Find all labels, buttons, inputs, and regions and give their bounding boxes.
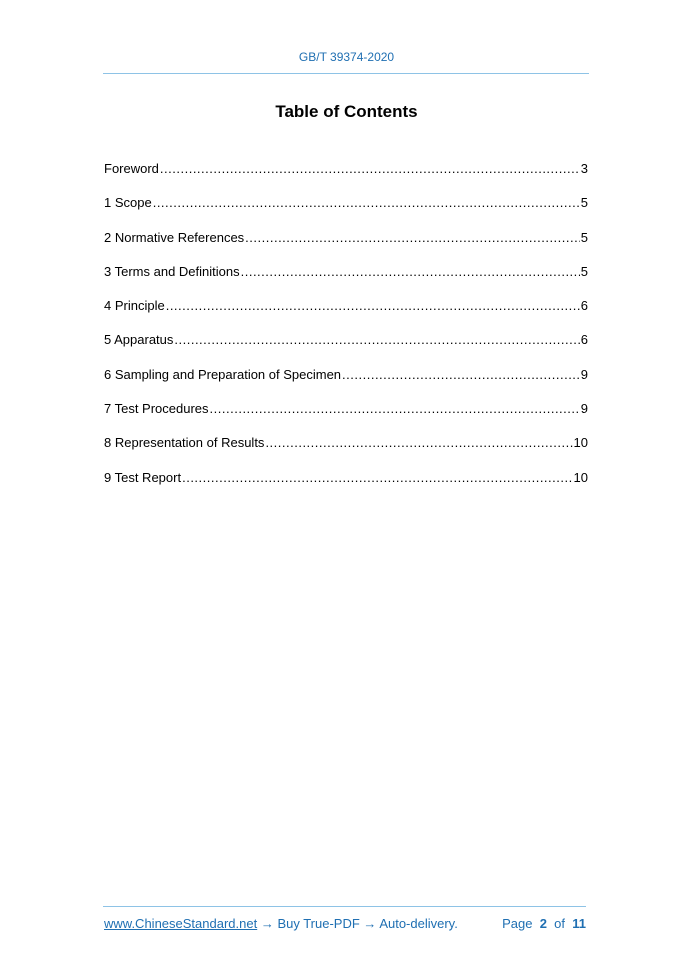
- footer-promo: [104, 916, 458, 931]
- page-word: Page: [502, 916, 533, 931]
- buy-pdf-text: Buy True-PDF: [277, 916, 360, 931]
- page-number: [502, 916, 586, 931]
- toc-entry-label: 2 Normative References: [104, 229, 245, 245]
- toc-entry-page: 5: [580, 229, 588, 245]
- toc-entry-page: 9: [580, 366, 588, 382]
- toc-entry-label: 8 Representation of Results: [104, 435, 265, 451]
- toc-entry-apparatus[interactable]: [104, 332, 588, 366]
- toc-entry-principle[interactable]: [104, 298, 588, 332]
- toc-entry-page: 10: [573, 435, 588, 451]
- toc-dot-leader: [265, 435, 572, 450]
- toc-entry-page: 6: [580, 332, 588, 348]
- toc-entry-page: 9: [580, 401, 588, 417]
- toc-entry-page: 5: [580, 263, 588, 279]
- toc-dot-leader: [160, 161, 580, 176]
- toc-dot-leader: [245, 230, 580, 245]
- header-divider: [103, 73, 589, 74]
- toc-entry-label: 4 Principle: [104, 298, 165, 314]
- toc-dot-leader: [174, 332, 579, 347]
- toc-dot-leader: [342, 367, 580, 382]
- toc-entry-normative-references[interactable]: [104, 230, 588, 264]
- toc-entry-label: Foreword: [104, 161, 159, 176]
- auto-delivery-text: Auto-delivery.: [379, 916, 458, 931]
- toc-entry-label: 5 Apparatus: [104, 332, 174, 348]
- page-total: 11: [572, 916, 586, 931]
- toc-entry-page: 6: [580, 298, 588, 314]
- toc-dot-leader: [241, 264, 580, 279]
- toc-title: Table of Contents: [275, 102, 418, 121]
- toc-entry-page: 5: [580, 195, 588, 211]
- toc-dot-leader: [166, 298, 580, 313]
- document-code-header: GB/T 39374-2020: [298, 50, 395, 64]
- arrow-icon: →: [257, 916, 278, 931]
- toc-entry-label: 6 Sampling and Preparation of Specimen: [104, 366, 342, 382]
- website-link[interactable]: www.ChineseStandard.net: [104, 916, 258, 931]
- footer-divider: [103, 906, 586, 907]
- arrow-icon: →: [359, 916, 380, 931]
- toc-entry-page: 3: [580, 161, 588, 176]
- toc-entry-label: 7 Test Procedures: [104, 401, 209, 417]
- toc-dot-leader: [210, 401, 580, 416]
- toc-entry-label: 3 Terms and Definitions: [104, 263, 240, 279]
- toc-entry-test-report[interactable]: [104, 470, 588, 504]
- toc-dot-leader: [182, 470, 572, 485]
- toc-entry-foreword[interactable]: [104, 161, 588, 195]
- toc-list: [104, 161, 588, 504]
- toc-entry-scope[interactable]: [104, 195, 588, 229]
- toc-entry-sampling[interactable]: [104, 367, 588, 401]
- toc-entry-terms-definitions[interactable]: [104, 264, 588, 298]
- toc-dot-leader: [153, 195, 580, 210]
- toc-entry-representation-results[interactable]: [104, 435, 588, 469]
- toc-entry-test-procedures[interactable]: [104, 401, 588, 435]
- toc-entry-label: 9 Test Report: [104, 469, 182, 485]
- of-word: of: [554, 916, 566, 931]
- toc-entry-label: 1 Scope: [104, 195, 152, 211]
- toc-entry-page: 10: [573, 469, 588, 485]
- page-current: 2: [539, 916, 547, 931]
